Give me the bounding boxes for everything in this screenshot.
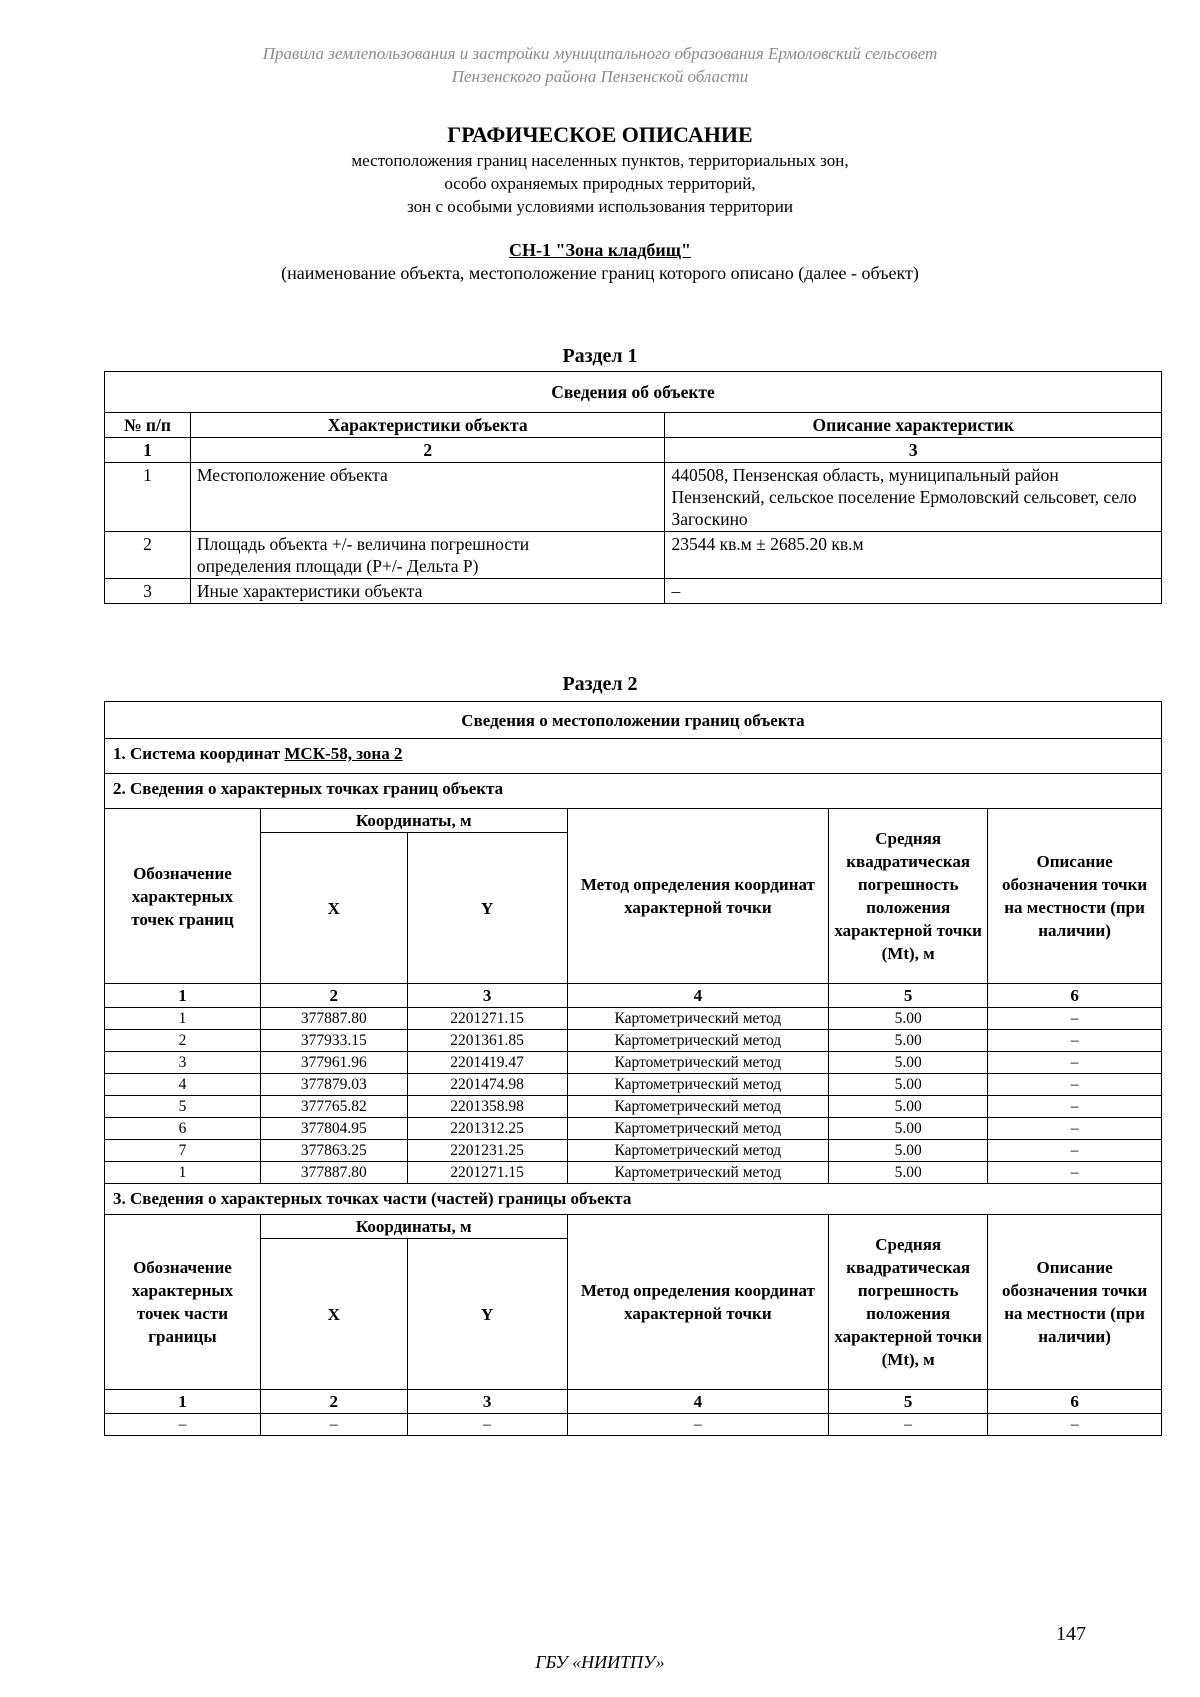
section2-title: Раздел 2: [562, 673, 638, 695]
parts-section-title: 3. Сведения о характерных точках части (частей) границы объекта: [105, 1184, 1162, 1215]
col-header-coords-parts: Координаты, м: [260, 1215, 567, 1239]
table-row: [105, 1118, 1162, 1140]
point-desc: –: [988, 1162, 1162, 1184]
subtitle-line2: особо охраняемых природных территорий,: [444, 174, 756, 193]
point-y: 2201271.15: [407, 1008, 567, 1030]
object-note: (наименование объекта, местоположение границ которого описано (далее - объект): [281, 263, 919, 283]
col-number-4: 4: [567, 984, 829, 1008]
col-header-coords: Координаты, м: [260, 809, 567, 833]
subtitle-line3: зон с особыми условиями использования территории: [407, 197, 793, 216]
table-row: [105, 579, 1162, 604]
col-number-3: 3: [407, 1390, 567, 1414]
document-title: ГРАФИЧЕСКОЕ ОПИСАНИЕ: [447, 122, 753, 147]
point-desc: –: [988, 1030, 1162, 1052]
point-error: 5.00: [829, 1118, 988, 1140]
col-number-6: 6: [988, 984, 1162, 1008]
point-error: 5.00: [829, 1140, 988, 1162]
row-number: 3: [105, 579, 191, 604]
point-y: 2201361.85: [407, 1030, 567, 1052]
col-number-5: 5: [829, 1390, 988, 1414]
table-row: [105, 532, 1162, 579]
part-cell: –: [829, 1414, 988, 1436]
col-header-desc: Описание обозначения точки на местности (при наличии): [988, 809, 1162, 984]
table-row: [105, 463, 1162, 532]
section1-table-title: Сведения об объекте: [105, 372, 1162, 413]
row-description: 440508, Пензенская область, муниципальный район Пензенский, сельское поселение Ермоловский сельсовет, село Загоскино: [665, 463, 1162, 532]
point-number: 6: [105, 1118, 261, 1140]
point-desc: –: [988, 1140, 1162, 1162]
subtitle-line1: местоположения границ населенных пунктов, территориальных зон,: [351, 151, 849, 170]
point-x: 377887.80: [260, 1008, 407, 1030]
table-row: [105, 1162, 1162, 1184]
point-method: Картометрический метод: [567, 1052, 829, 1074]
table-row: [105, 1008, 1162, 1030]
point-error: 5.00: [829, 1096, 988, 1118]
page-number: 147: [1056, 1623, 1086, 1645]
footer-organization: ГБУ «НИИТПУ»: [535, 1652, 665, 1672]
point-method: Картометрический метод: [567, 1140, 829, 1162]
row-description: –: [665, 579, 1162, 604]
coord-system-label: 1. Система координат: [113, 744, 281, 763]
table-row: [105, 1030, 1162, 1052]
col-header-error-parts: Средняя квадратическая погрешность положения характерной точки (Мt), м: [829, 1215, 988, 1390]
point-number: 1: [105, 1008, 261, 1030]
col-number-4: 4: [567, 1390, 829, 1414]
part-cell: –: [988, 1414, 1162, 1436]
point-x: 377765.82: [260, 1096, 407, 1118]
row-characteristic: Иные характеристики объекта: [190, 579, 665, 604]
point-method: Картометрический метод: [567, 1030, 829, 1052]
object-name: СН-1 "Зона кладбищ": [509, 240, 691, 260]
part-cell: –: [105, 1414, 261, 1436]
point-method: Картометрический метод: [567, 1074, 829, 1096]
point-number: 1: [105, 1162, 261, 1184]
table-row: [105, 1074, 1162, 1096]
point-x: 377879.03: [260, 1074, 407, 1096]
table-row: [105, 1052, 1162, 1074]
part-cell: –: [407, 1414, 567, 1436]
part-cell: –: [567, 1414, 829, 1436]
point-y: 2201358.98: [407, 1096, 567, 1118]
point-y: 2201419.47: [407, 1052, 567, 1074]
point-method: Картометрический метод: [567, 1008, 829, 1030]
point-x: 377804.95: [260, 1118, 407, 1140]
point-method: Картометрический метод: [567, 1162, 829, 1184]
col-header-error: Средняя квадратическая погрешность положения характерной точки (Мt), м: [829, 809, 988, 984]
col-number-1: 1: [105, 1390, 261, 1414]
coord-system-value: МСК-58, зона 2: [284, 744, 403, 763]
section2-table-title: Сведения о местоположении границ объекта: [105, 702, 1162, 739]
point-y: 2201231.25: [407, 1140, 567, 1162]
point-y: 2201474.98: [407, 1074, 567, 1096]
point-method: Картометрический метод: [567, 1118, 829, 1140]
col-header-point: Обозначение характерных точек границ: [105, 809, 261, 984]
point-x: 377961.96: [260, 1052, 407, 1074]
running-header: [0, 42, 1200, 88]
point-number: 4: [105, 1074, 261, 1096]
col-header-point-parts: Обозначение характерных точек части границы: [105, 1215, 261, 1390]
section1-title: Раздел 1: [562, 345, 638, 367]
section2-table: [104, 701, 1162, 1436]
point-desc: –: [988, 1074, 1162, 1096]
col-number-1: 1: [105, 438, 191, 463]
point-desc: –: [988, 1052, 1162, 1074]
col-header-characteristic: Характеристики объекта: [190, 413, 665, 438]
point-x: 377933.15: [260, 1030, 407, 1052]
point-number: 5: [105, 1096, 261, 1118]
row-description: 23544 кв.м ± 2685.20 кв.м: [665, 532, 1162, 579]
col-number-2: 2: [190, 438, 665, 463]
point-y: 2201312.25: [407, 1118, 567, 1140]
table-row: [105, 1414, 1162, 1436]
point-error: 5.00: [829, 1162, 988, 1184]
col-header-x: X: [260, 833, 407, 984]
row-number: 1: [105, 463, 191, 532]
part-cell: –: [260, 1414, 407, 1436]
row-characteristic: Местоположение объекта: [190, 463, 665, 532]
row-number: 2: [105, 532, 191, 579]
point-number: 7: [105, 1140, 261, 1162]
point-error: 5.00: [829, 1008, 988, 1030]
point-error: 5.00: [829, 1052, 988, 1074]
col-header-method: Метод определения координат характерной точки: [567, 809, 829, 984]
col-header-num: № п/п: [105, 413, 191, 438]
col-number-2: 2: [260, 1390, 407, 1414]
point-desc: –: [988, 1096, 1162, 1118]
running-header-line2: Пензенского района Пензенской области: [451, 67, 749, 86]
col-header-method-parts: Метод определения координат характерной точки: [567, 1215, 829, 1390]
point-x: 377887.80: [260, 1162, 407, 1184]
points-section-title: 2. Сведения о характерных точках границ объекта: [105, 774, 1162, 809]
point-x: 377863.25: [260, 1140, 407, 1162]
point-desc: –: [988, 1118, 1162, 1140]
section1-table: [104, 371, 1162, 604]
coord-system-row: [105, 739, 1162, 774]
col-header-y: Y: [407, 833, 567, 984]
running-header-line1: Правила землепользования и застройки муниципального образования Ермоловский сельсовет: [262, 44, 938, 63]
point-number: 3: [105, 1052, 261, 1074]
col-header-y-parts: Y: [407, 1239, 567, 1390]
point-number: 2: [105, 1030, 261, 1052]
point-error: 5.00: [829, 1030, 988, 1052]
col-number-3: 3: [407, 984, 567, 1008]
col-number-1: 1: [105, 984, 261, 1008]
col-number-3: 3: [665, 438, 1162, 463]
col-number-6: 6: [988, 1390, 1162, 1414]
point-method: Картометрический метод: [567, 1096, 829, 1118]
point-y: 2201271.15: [407, 1162, 567, 1184]
point-desc: –: [988, 1008, 1162, 1030]
col-header-x-parts: X: [260, 1239, 407, 1390]
table-row: [105, 1140, 1162, 1162]
table-row: [105, 1096, 1162, 1118]
col-header-desc-parts: Описание обозначения точки на местности (при наличии): [988, 1215, 1162, 1390]
row-characteristic: Площадь объекта +/- величина погрешности определения площади (Р+/- Дельта Р): [190, 532, 665, 579]
col-header-description: Описание характеристик: [665, 413, 1162, 438]
col-number-5: 5: [829, 984, 988, 1008]
col-number-2: 2: [260, 984, 407, 1008]
point-error: 5.00: [829, 1074, 988, 1096]
